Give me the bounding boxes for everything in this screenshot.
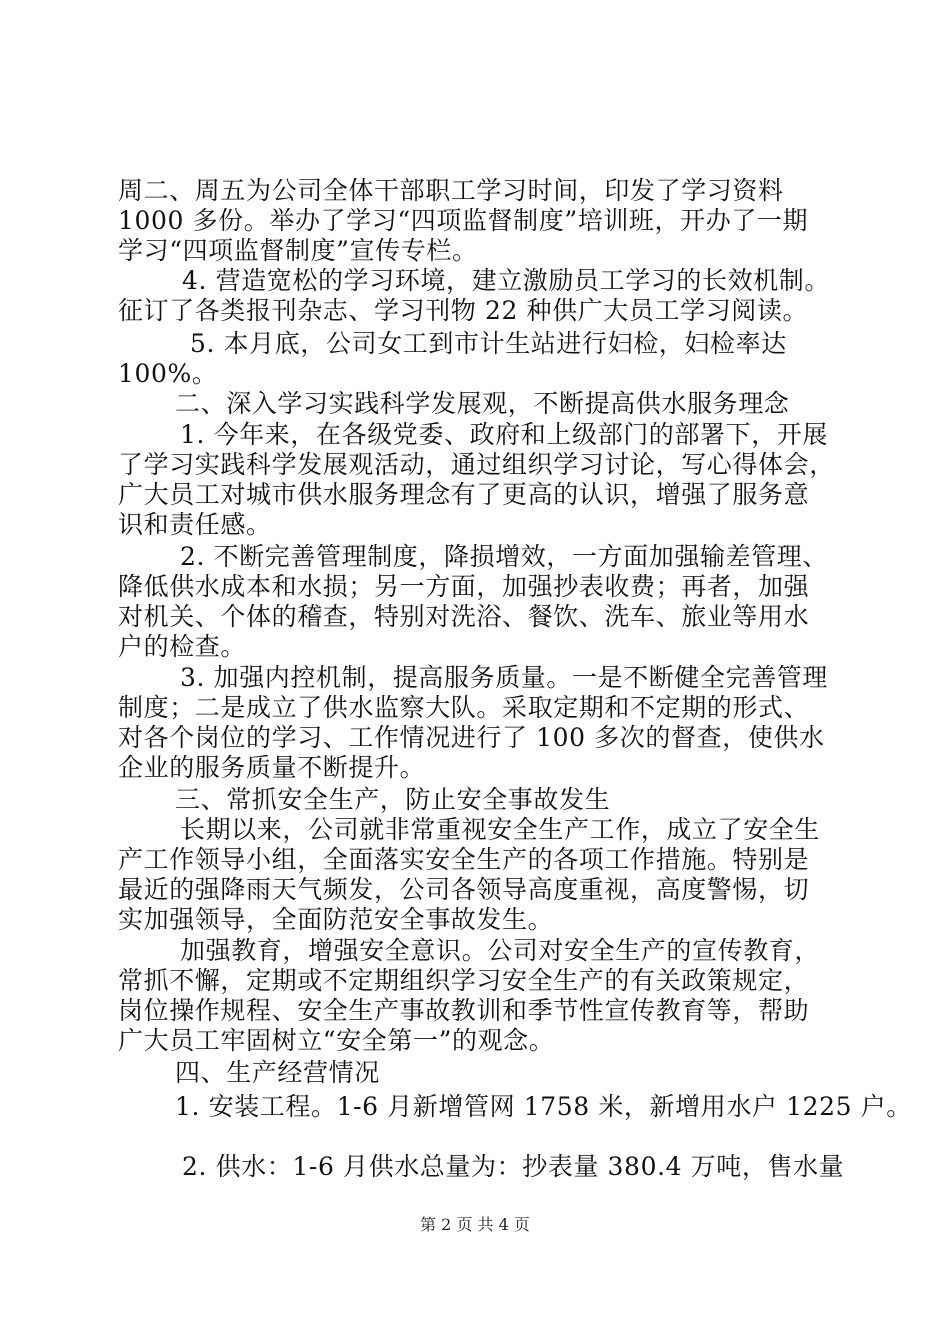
- paragraph-line: 制度；二是成立了供水监察大队。采取定期和不定期的形式、: [118, 693, 810, 722]
- paragraph-line: 实加强领导，全面防范安全事故发生。: [118, 905, 554, 934]
- paragraph-line: 周二、周五为公司全体干部职工学习时间，印发了学习资料: [118, 176, 784, 205]
- page-number-footer: 第 2 页 共 4 页: [420, 1215, 530, 1234]
- paragraph-line: 常抓不懈，定期或不定期组织学习安全生产的有关政策规定，: [118, 966, 810, 995]
- paragraph-line: 学习“四项监督制度”宣传专栏。: [118, 236, 478, 265]
- paragraph-line: 广大员工牢固树立“安全第一”的观念。: [118, 1026, 555, 1055]
- paragraph-line: 2. 不断完善管理制度，降损增效，一方面加强输差管理、: [180, 542, 829, 571]
- paragraph-line: 企业的服务质量不断提升。: [118, 753, 426, 782]
- paragraph-line: 加强教育，增强安全意识。公司对安全生产的宣传教育，: [180, 936, 821, 965]
- paragraph-line: 100%。: [118, 359, 218, 388]
- paragraph-line: 5. 本月底，公司女工到市计生站进行妇检，妇检率达: [190, 329, 787, 358]
- paragraph-line: 识和责任感。: [118, 510, 272, 539]
- paragraph-line: 征订了各类报刊杂志、学习刊物 22 种供广大员工学习阅读。: [118, 296, 809, 325]
- paragraph-line: 4. 营造宽松的学习环境，建立激励员工学习的长效机制。: [182, 266, 831, 295]
- paragraph-line: 1. 安装工程。1-6 月新增管网 1758 米，新增用水户 1225 户。: [175, 1092, 912, 1121]
- paragraph-line: 对机关、个体的稽查，特别对洗浴、餐饮、洗车、旅业等用水: [118, 602, 810, 631]
- paragraph-line: 降低供水成本和水损；另一方面，加强抄表收费；再者，加强: [118, 572, 810, 601]
- section-heading: 四、生产经营情况: [175, 1058, 380, 1087]
- paragraph-line: 了学习实践科学发展观活动，通过组织学习讨论，写心得体会，: [118, 450, 835, 479]
- paragraph-line: 户的检查。: [118, 632, 247, 661]
- paragraph-line: 3. 加强内控机制，提高服务质量。一是不断健全完善管理: [180, 663, 829, 692]
- paragraph-line: 1. 今年来，在各级党委、政府和上级部门的部署下，开展: [180, 420, 829, 449]
- paragraph-line: 1000 多份。举办了学习“四项监督制度”培训班，开办了一期: [118, 206, 809, 235]
- paragraph-line: 广大员工对城市供水服务理念有了更高的认识，增强了服务意: [118, 480, 810, 509]
- paragraph-line: 产工作领导小组，全面落实安全生产的各项工作措施。特别是: [118, 845, 810, 874]
- paragraph-line: 岗位操作规程、安全生产事故教训和季节性宣传教育等，帮助: [118, 996, 810, 1025]
- section-heading: 二、深入学习实践科学发展观，不断提高供水服务理念: [175, 389, 790, 418]
- section-heading: 三、常抓安全生产，防止安全事故发生: [175, 785, 611, 814]
- paragraph-line: 2. 供水：1-6 月供水总量为：抄表量 380.4 万吨，售水量: [182, 1152, 845, 1181]
- paragraph-line: 最近的强降雨天气频发，公司各领导高度重视，高度警惕，切: [118, 875, 810, 904]
- paragraph-line: 长期以来，公司就非常重视安全生产工作，成立了安全生: [180, 815, 821, 844]
- paragraph-line: 对各个岗位的学习、工作情况进行了 100 多次的督查，使供水: [118, 723, 825, 752]
